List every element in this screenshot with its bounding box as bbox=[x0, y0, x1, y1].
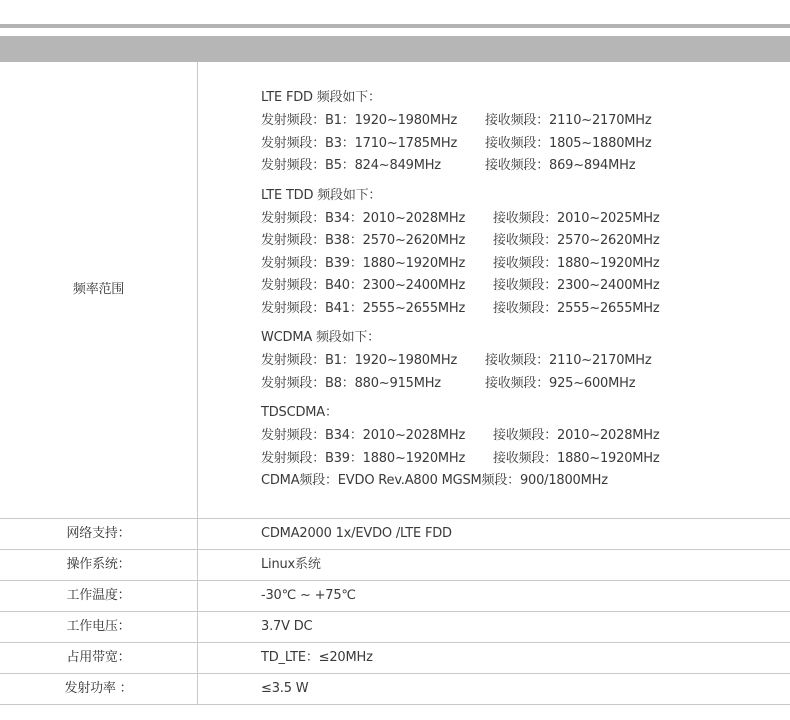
rx-band: 接收频段：2300~2400MHz bbox=[493, 278, 660, 294]
band-line bbox=[261, 373, 790, 396]
tx-band: 发射频段：B38：2570~2620MHz bbox=[261, 233, 466, 249]
rx-band: 接收频段：2570~2620MHz bbox=[493, 233, 660, 249]
frequency-label: 频率范围 bbox=[0, 62, 198, 519]
tx-band: 发射频段：B39：1880~1920MHz bbox=[261, 450, 466, 466]
wcdma-title: WCDMA 频段如下： bbox=[261, 330, 380, 346]
band-line bbox=[261, 155, 790, 178]
top-divider-line bbox=[0, 24, 790, 28]
tx-band: 发射频段：B1：1920~1980MHz bbox=[261, 353, 458, 369]
rx-band: 接收频段：2555~2655MHz bbox=[493, 300, 660, 316]
temperature-label: 工作温度： bbox=[0, 581, 198, 612]
table-header-band bbox=[0, 36, 790, 62]
rx-band: 接收频段：2110~2170MHz bbox=[485, 353, 652, 369]
band-line bbox=[261, 275, 790, 298]
voltage-value: 3.7V DC bbox=[198, 612, 790, 643]
band-line bbox=[261, 110, 790, 133]
tx-band: 发射频段：B34：2010~2028MHz bbox=[261, 428, 466, 444]
table-row-temperature bbox=[0, 581, 790, 612]
tx-band: 发射频段：B41：2555~2655MHz bbox=[261, 300, 466, 316]
table-row-network bbox=[0, 519, 790, 550]
wcdma-group bbox=[261, 327, 790, 395]
band-line bbox=[261, 448, 790, 471]
lte-tdd-group bbox=[261, 185, 790, 321]
table-row-frequency bbox=[0, 62, 790, 519]
tx-band: 发射频段：B8：880~915MHz bbox=[261, 375, 441, 391]
band-line bbox=[261, 425, 790, 448]
rx-band: 接收频段：869~894MHz bbox=[485, 158, 636, 174]
rx-band: 接收频段：2010~2028MHz bbox=[493, 428, 660, 444]
rx-band: 接收频段：1880~1920MHz bbox=[493, 450, 660, 466]
tx-band: 发射频段：B40：2300~2400MHz bbox=[261, 278, 466, 294]
tx-band: 发射频段：B5：824~849MHz bbox=[261, 158, 441, 174]
spec-table bbox=[0, 62, 790, 705]
band-line bbox=[261, 133, 790, 156]
table-row-os bbox=[0, 550, 790, 581]
network-label: 网络支持： bbox=[0, 519, 198, 550]
network-value: CDMA2000 1x/EVDO /LTE FDD bbox=[198, 519, 790, 550]
os-value: Linux系统 bbox=[198, 550, 790, 581]
frequency-value bbox=[198, 62, 790, 519]
power-value: ≤3.5 W bbox=[198, 674, 790, 705]
lte-fdd-title: LTE FDD 频段如下： bbox=[261, 90, 381, 106]
rx-band: 接收频段：1805~1880MHz bbox=[485, 135, 652, 151]
frequency-content bbox=[261, 77, 790, 503]
table-row-power bbox=[0, 674, 790, 705]
tx-band: 发射频段：B34：2010~2028MHz bbox=[261, 210, 466, 226]
os-label: 操作系统： bbox=[0, 550, 198, 581]
lte-tdd-title: LTE TDD 频段如下： bbox=[261, 187, 382, 203]
tdscdma-title: TDSCDMA： bbox=[261, 405, 338, 421]
tx-band: 发射频段：B1：1920~1980MHz bbox=[261, 113, 458, 129]
table-row-voltage bbox=[0, 612, 790, 643]
rx-band: 接收频段：2110~2170MHz bbox=[485, 113, 652, 129]
band-line bbox=[261, 350, 790, 373]
band-line bbox=[261, 253, 790, 276]
power-label: 发射功率 ： bbox=[0, 674, 198, 705]
rx-band: 接收频段：1880~1920MHz bbox=[493, 255, 660, 271]
band-line bbox=[261, 208, 790, 231]
tdscdma-group bbox=[261, 402, 790, 493]
temperature-value: -30℃ ~ +75℃ bbox=[198, 581, 790, 612]
rx-band: 接收频段：2010~2025MHz bbox=[493, 210, 660, 226]
bandwidth-label: 占用带宽： bbox=[0, 643, 198, 674]
table-row-bandwidth bbox=[0, 643, 790, 674]
voltage-label: 工作电压： bbox=[0, 612, 198, 643]
cdma-gsm-bands: CDMA频段：EVDO Rev.A800 MGSM频段：900/1800MHz bbox=[261, 473, 608, 489]
rx-band: 接收频段：925~600MHz bbox=[485, 375, 636, 391]
lte-fdd-group bbox=[261, 87, 790, 178]
tx-band: 发射频段：B39：1880~1920MHz bbox=[261, 255, 466, 271]
band-line bbox=[261, 230, 790, 253]
tx-band: 发射频段：B3：1710~1785MHz bbox=[261, 135, 458, 151]
bandwidth-value: TD_LTE：≤20MHz bbox=[198, 643, 790, 674]
band-line bbox=[261, 298, 790, 321]
